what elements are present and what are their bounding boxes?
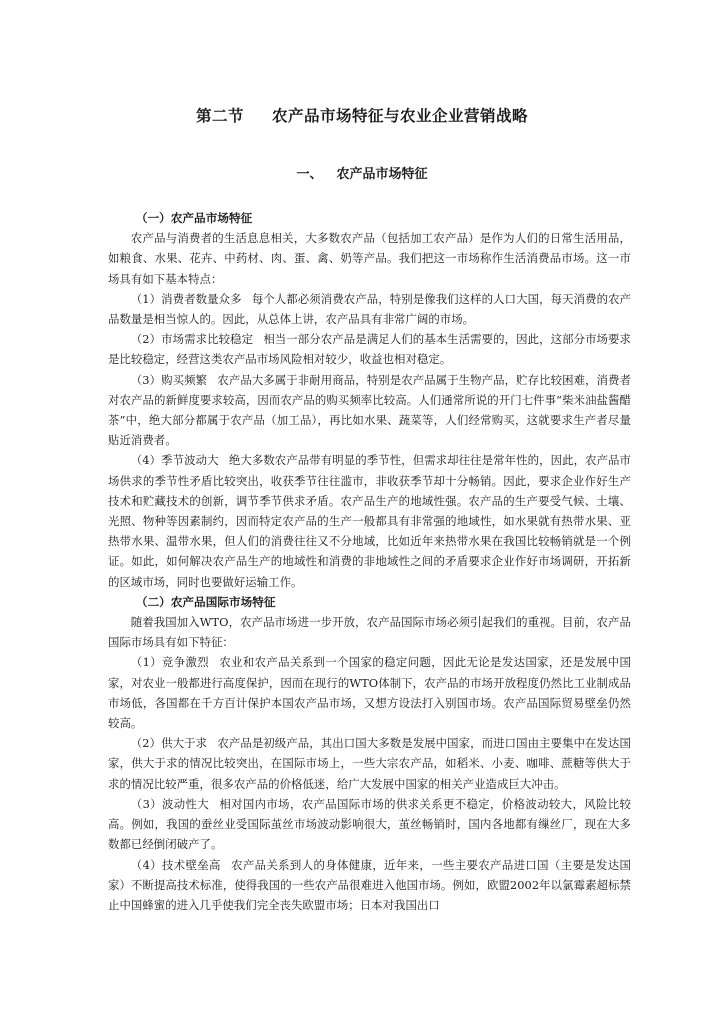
part2-item-3	[108, 794, 631, 855]
item-text: 每个人都必须消费农产品，特别是像我们这样的人口大国，每天消费的农产品数量是相当惊人的。因此，从总体上讲，农产品具有非常广阔的市场。	[108, 291, 632, 327]
item-text: 农业和农产品关系到一个国家的稳定问题，因此无论是发达国家，还是发展中国家，对农业一般都进行高度保护，因而在现行的WTO体制下，农产品的市场开放程度仍然比工业制成品市场低，各国都在千方百计保护本国农产品市场，又想方设法打入别国市场。农产品国际贸易壁垒仍然较高。	[108, 655, 631, 731]
item-head: （2）供大于求	[130, 736, 208, 751]
item-head: （3）波动性大	[130, 796, 210, 811]
part2-heading: （二）农产品国际市场特征	[135, 594, 276, 609]
item-text: 相当一部分农产品是满足人们的基本生活需要的，因此，这部分市场要求是比较稳定，经营这类农产品市场风险相对较少，收益也相对稳定。	[108, 332, 631, 367]
part1-item-1	[108, 289, 631, 329]
item-head: （3）购买频繁	[130, 372, 208, 387]
item-head: （4）技术壁垒高	[130, 857, 221, 872]
part2-intro: 随着我国加入WTO，农产品市场进一步开放，农产品国际市场必须引起我们的重视。目前，农产品国际市场具有如下特征：	[108, 615, 631, 650]
document-body	[108, 208, 631, 915]
part2-item-1	[108, 652, 631, 733]
item-text: 相对国内市场，农产品国际市场的供求关系更不稳定，价格波动较大，风险比较高。例如，我国的蚕丝业受国际茧丝市场波动影响很大，茧丝畅销时，国内各地都有缫丝厂，现在大多数都已经倒闭破产了。	[108, 796, 631, 852]
part2-item-4	[108, 855, 631, 916]
part1-item-2	[108, 329, 631, 369]
item-text: 农产品大多属于非耐用商品，特别是农产品属于生物产品，贮存比较困难，消费者对农产品的新鲜度要求较高，因而农产品的购买频率比较高。人们通常所说的开门七件事“柴米油盐酱醋茶”中，绝大部分都属于农产品（加工品），再比如水果、蔬菜等，人们经常购买，这就要求生产者尽量贴近消费者。	[108, 372, 631, 448]
part1-intro: 农产品与消费者的生活息息相关，大多数农产品（包括加工农产品）是作为人们的日常生活用品，如粮食、水果、花卉、中药材、肉、蛋、禽、奶等产品。我们把这一市场称作生活消费品市场。这一市场具有如下基本特点：	[108, 231, 631, 286]
section-title-text: 农产品市场特征与农业企业营销战略	[272, 107, 529, 125]
item-text: 绝大多数农产品带有明显的季节性，但需求却往往是常年性的，因此，农产品市场供求的季节性矛盾比较突出，收获季节往往滥市，非收获季节却十分畅销。因此，要求企业作好生产技术和贮藏技术的创新，调节季节供求矛盾。农产品生产的地域性强。农产品的生产要受气候、土壤、光照、物种等因素制约，因而特定农产品的生产一般都具有非常强的地域性，如水果就有热带水果、亚热带水果、温带水果，但人们的消费往往又不分地域，比如近年来热带水果在我国比较畅销就是一个例证。如此，如何解决农产品生产的地域性和消费的非地域性之间的矛盾要求企业作好市场调研，开拓新的区域市场，同时也要做好运输工作。	[108, 453, 631, 589]
subsection-title-text: 农产品市场特征	[336, 167, 428, 182]
item-head: （1）竞争激烈	[130, 655, 210, 670]
subsection-number: 一、	[296, 167, 323, 182]
part2-item-2	[108, 733, 631, 794]
item-head: （4）季节波动大	[130, 453, 219, 468]
item-text: 农产品关系到人的身体健康，近年来，一些主要农产品进口国（主要是发达国家）不断提高技术标准，使得我国的一些农产品很难进入他国市场。例如，欧盟2002年以氯霉素超标禁止中国蜂蜜的进入几乎使我们完全丧失欧盟市场；日本对我国出口	[108, 857, 631, 912]
item-head: （1）消费者数量众多	[130, 291, 242, 306]
part1-item-4	[108, 450, 631, 591]
part1-item-3	[108, 370, 631, 451]
item-head: （2）市场需求比较稳定	[130, 332, 254, 347]
section-title	[0, 104, 724, 126]
section-number: 第二节	[195, 107, 244, 125]
item-text: 农产品是初级产品，其出口国大多数是发展中国家，而进口国由主要集中在发达国家，供大于求的情况比较突出，在国际市场上，一些大宗农产品，如稻米、小麦、咖啡、蔗糖等供大于求的情况比较严重，很多农产品的价格低迷，给广大发展中国家的相关产业造成巨大冲击。	[108, 736, 631, 791]
subsection-title	[0, 163, 724, 182]
part1-heading: （一）农产品市场特征	[135, 211, 253, 225]
